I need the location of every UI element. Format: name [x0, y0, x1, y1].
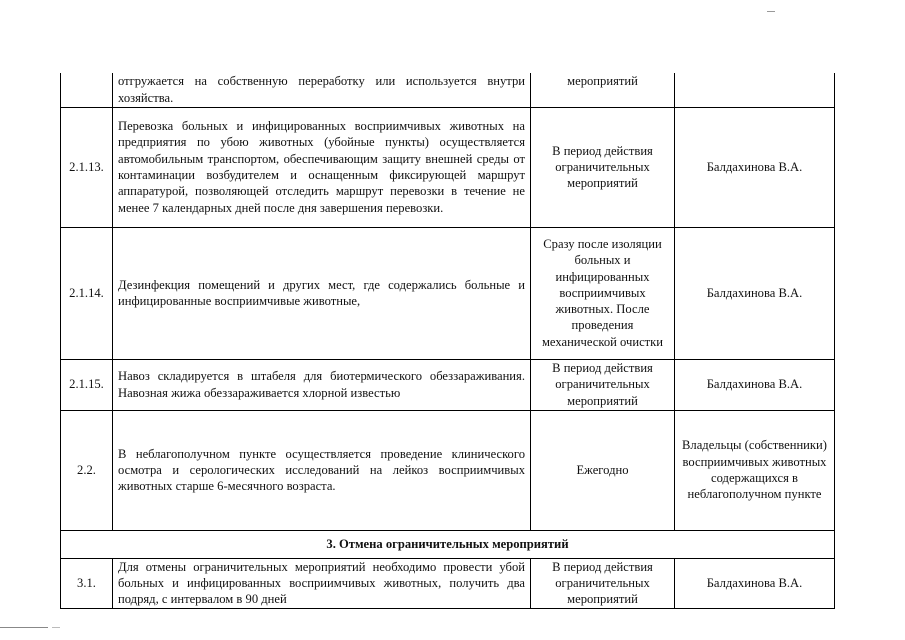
- measure-description: Для отмены ограничительных мероприятий необходимо провести убой больных и инфицированных восприимчивых животных, получить два подряд, с интервалом в 90 дней: [113, 558, 531, 608]
- responsible-person: Балдахинова В.А.: [675, 107, 835, 227]
- table-row: [61, 73, 835, 107]
- section-title: 3. Отмена ограничительных мероприятий: [61, 530, 835, 558]
- measure-description: отгружается на собственную переработку или используется внутри хозяйства.: [113, 73, 531, 107]
- measure-term: В период действия ограничительных мероприятий: [531, 107, 675, 227]
- item-number: 2.2.: [61, 410, 113, 530]
- measure-description: Дезинфекция помещений и других мест, где содержались больные и инфицированные восприимчивые животные,: [113, 227, 531, 359]
- responsible-person: Владельцы (собственники) восприимчивых животных содержащихся в неблагополучном пункте: [675, 410, 835, 530]
- measure-term: Ежегодно: [531, 410, 675, 530]
- table-row: [61, 359, 835, 410]
- page-edge-mark: [52, 627, 60, 628]
- table-row: [61, 227, 835, 359]
- item-number: 2.1.14.: [61, 227, 113, 359]
- measure-term: В период действия ограничительных мероприятий: [531, 558, 675, 608]
- item-number: [61, 73, 113, 107]
- table-row: [61, 410, 835, 530]
- measure-term: Сразу после изоляции больных и инфицированных восприимчивых животных. После проведения механической очистки: [531, 227, 675, 359]
- table-row: [61, 107, 835, 227]
- item-number: 3.1.: [61, 558, 113, 608]
- measure-term: мероприятий: [531, 73, 675, 107]
- item-number: 2.1.15.: [61, 359, 113, 410]
- responsible-person: [675, 73, 835, 107]
- measure-description: В неблагополучном пункте осуществляется проведение клинического осмотра и серологических исследований на лейкоз восприимчивых животных старше 6-месячного возраста.: [113, 410, 531, 530]
- item-number: 2.1.13.: [61, 107, 113, 227]
- measure-description: Перевозка больных и инфицированных восприимчивых животных на предприятия по убою животных (убойные пункты) осуществляется автомобильным транспортом, обеспечивающим защиту внешней среды от контаминации возбудителем и оснащенным фиксирующей маршрут аппаратурой, позволяющей отследить маршрут перевозки в течение не менее 7 календарных дней после дня завершения перевозки.: [113, 107, 531, 227]
- responsible-person: Балдахинова В.А.: [675, 227, 835, 359]
- responsible-person: Балдахинова В.А.: [675, 558, 835, 608]
- section-row: [61, 530, 835, 558]
- measure-term: В период действия ограничительных мероприятий: [531, 359, 675, 410]
- table-row: [61, 558, 835, 608]
- page-corner-mark: [767, 11, 775, 12]
- page-edge-mark: [0, 627, 48, 628]
- measures-table: [60, 73, 835, 609]
- measure-description: Навоз складируется в штабеля для биотермического обеззараживания. Навозная жижа обеззараживается хлорной известью: [113, 359, 531, 410]
- responsible-person: Балдахинова В.А.: [675, 359, 835, 410]
